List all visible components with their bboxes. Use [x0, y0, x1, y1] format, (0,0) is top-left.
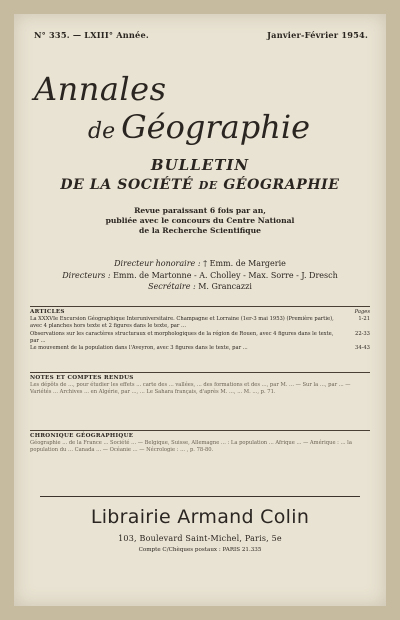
secretary-name: M. Grancazzi	[198, 282, 252, 291]
chronique-section	[30, 433, 370, 455]
divider-notes	[30, 372, 370, 373]
title-de: de	[88, 119, 116, 144]
publisher-name: Librairie Armand Colin	[90, 506, 310, 528]
notes-text: Les dépôts de ..., pour étudier les effets ... carte des ... vallées, ... des formations et des ..., par M. ... — Sur la ..., par ... — Variétés ... Archives ... en Algérie, par ..., ... Le Sahara français, d'après M. ..., ... M. ..., p. 71.	[30, 382, 351, 396]
divider-chronique	[30, 430, 370, 431]
publisher-account: Compte C/Chèques postaux : PARIS 21.335	[138, 547, 262, 553]
revue-description	[0, 206, 400, 236]
article-item	[30, 331, 370, 345]
revue-line-3: de la Recherche Scientifique	[139, 226, 261, 235]
bulletin-subheading	[0, 177, 400, 193]
bulletin-geographie: GÉOGRAPHIE	[223, 177, 340, 193]
issue-number: N° 335. — LXIII° Année.	[34, 30, 149, 40]
article-item	[30, 316, 370, 330]
directors	[0, 270, 400, 282]
article-item	[30, 345, 370, 352]
articles-section	[30, 309, 370, 352]
editorial-staff	[0, 258, 400, 293]
bulletin-de: DE	[198, 179, 218, 192]
article-page: 1-21	[358, 316, 370, 323]
issue-date: Janvier-Février 1954.	[267, 30, 368, 40]
journal-title-line1: Annales	[34, 70, 167, 108]
chronique-label: CHRONIQUE GÉOGRAPHIQUE	[30, 433, 134, 439]
article-page: 22-33	[355, 330, 370, 337]
directors-label: Directeurs :	[62, 270, 111, 280]
issue-header	[34, 30, 368, 40]
revue-line-1: Revue paraissant 6 fois par an,	[134, 206, 266, 215]
title-geographie: Géographie	[121, 108, 310, 146]
journal-title-line2	[88, 108, 310, 146]
bulletin-heading: BULLETIN	[150, 156, 250, 174]
notes-label: NOTES ET COMPTES RENDUS	[30, 375, 134, 381]
secretary	[0, 281, 400, 293]
bulletin-societe: DE LA SOCIÉTÉ	[60, 177, 194, 193]
publisher-address: 103, Boulevard Saint-Michel, Paris, 5e	[118, 534, 282, 543]
article-text: Observations sur les caractères structuraux et morphologiques de la région de Rouen, avec 4 figures dans le texte, par ...	[30, 330, 334, 344]
revue-line-2: publiée avec le concours du Centre National	[105, 216, 295, 225]
directors-names: Emm. de Martonne - A. Cholley - Max. Sorre - J. Dresch	[113, 270, 338, 280]
secretary-label: Secrétaire :	[148, 282, 196, 291]
article-text: La XXXVIe Excursion Géographique Interuniversitaire. Champagne et Lorraine (1er-3 mai 1953) (Première partie), avec 4 planches hors texte et 2 figures dans le texte, par ...	[30, 316, 334, 330]
article-text: Le mouvement de la population dans l'Aveyron, avec 3 figures dans le texte, par ...	[30, 345, 248, 352]
pages-label: Pages	[354, 309, 370, 315]
publisher-rule-top	[40, 496, 360, 497]
chronique-text: Géographie ... de la France ... Société ... — Belgique, Suisse, Allemagne ... : La population ... Afrique ... — Amérique : ... la population du ... Canada ... — Océanie ... — Nécrologie : ... , p. 78-80.	[30, 440, 352, 454]
articles-label: ARTICLES	[30, 309, 65, 315]
honorary-label: Directeur honoraire :	[114, 259, 201, 268]
divider-articles	[30, 306, 370, 307]
honorary-director	[0, 258, 400, 270]
article-page: 34-43	[355, 345, 370, 352]
honorary-name: † Emm. de Margerie	[203, 259, 286, 268]
notes-section	[30, 375, 370, 397]
